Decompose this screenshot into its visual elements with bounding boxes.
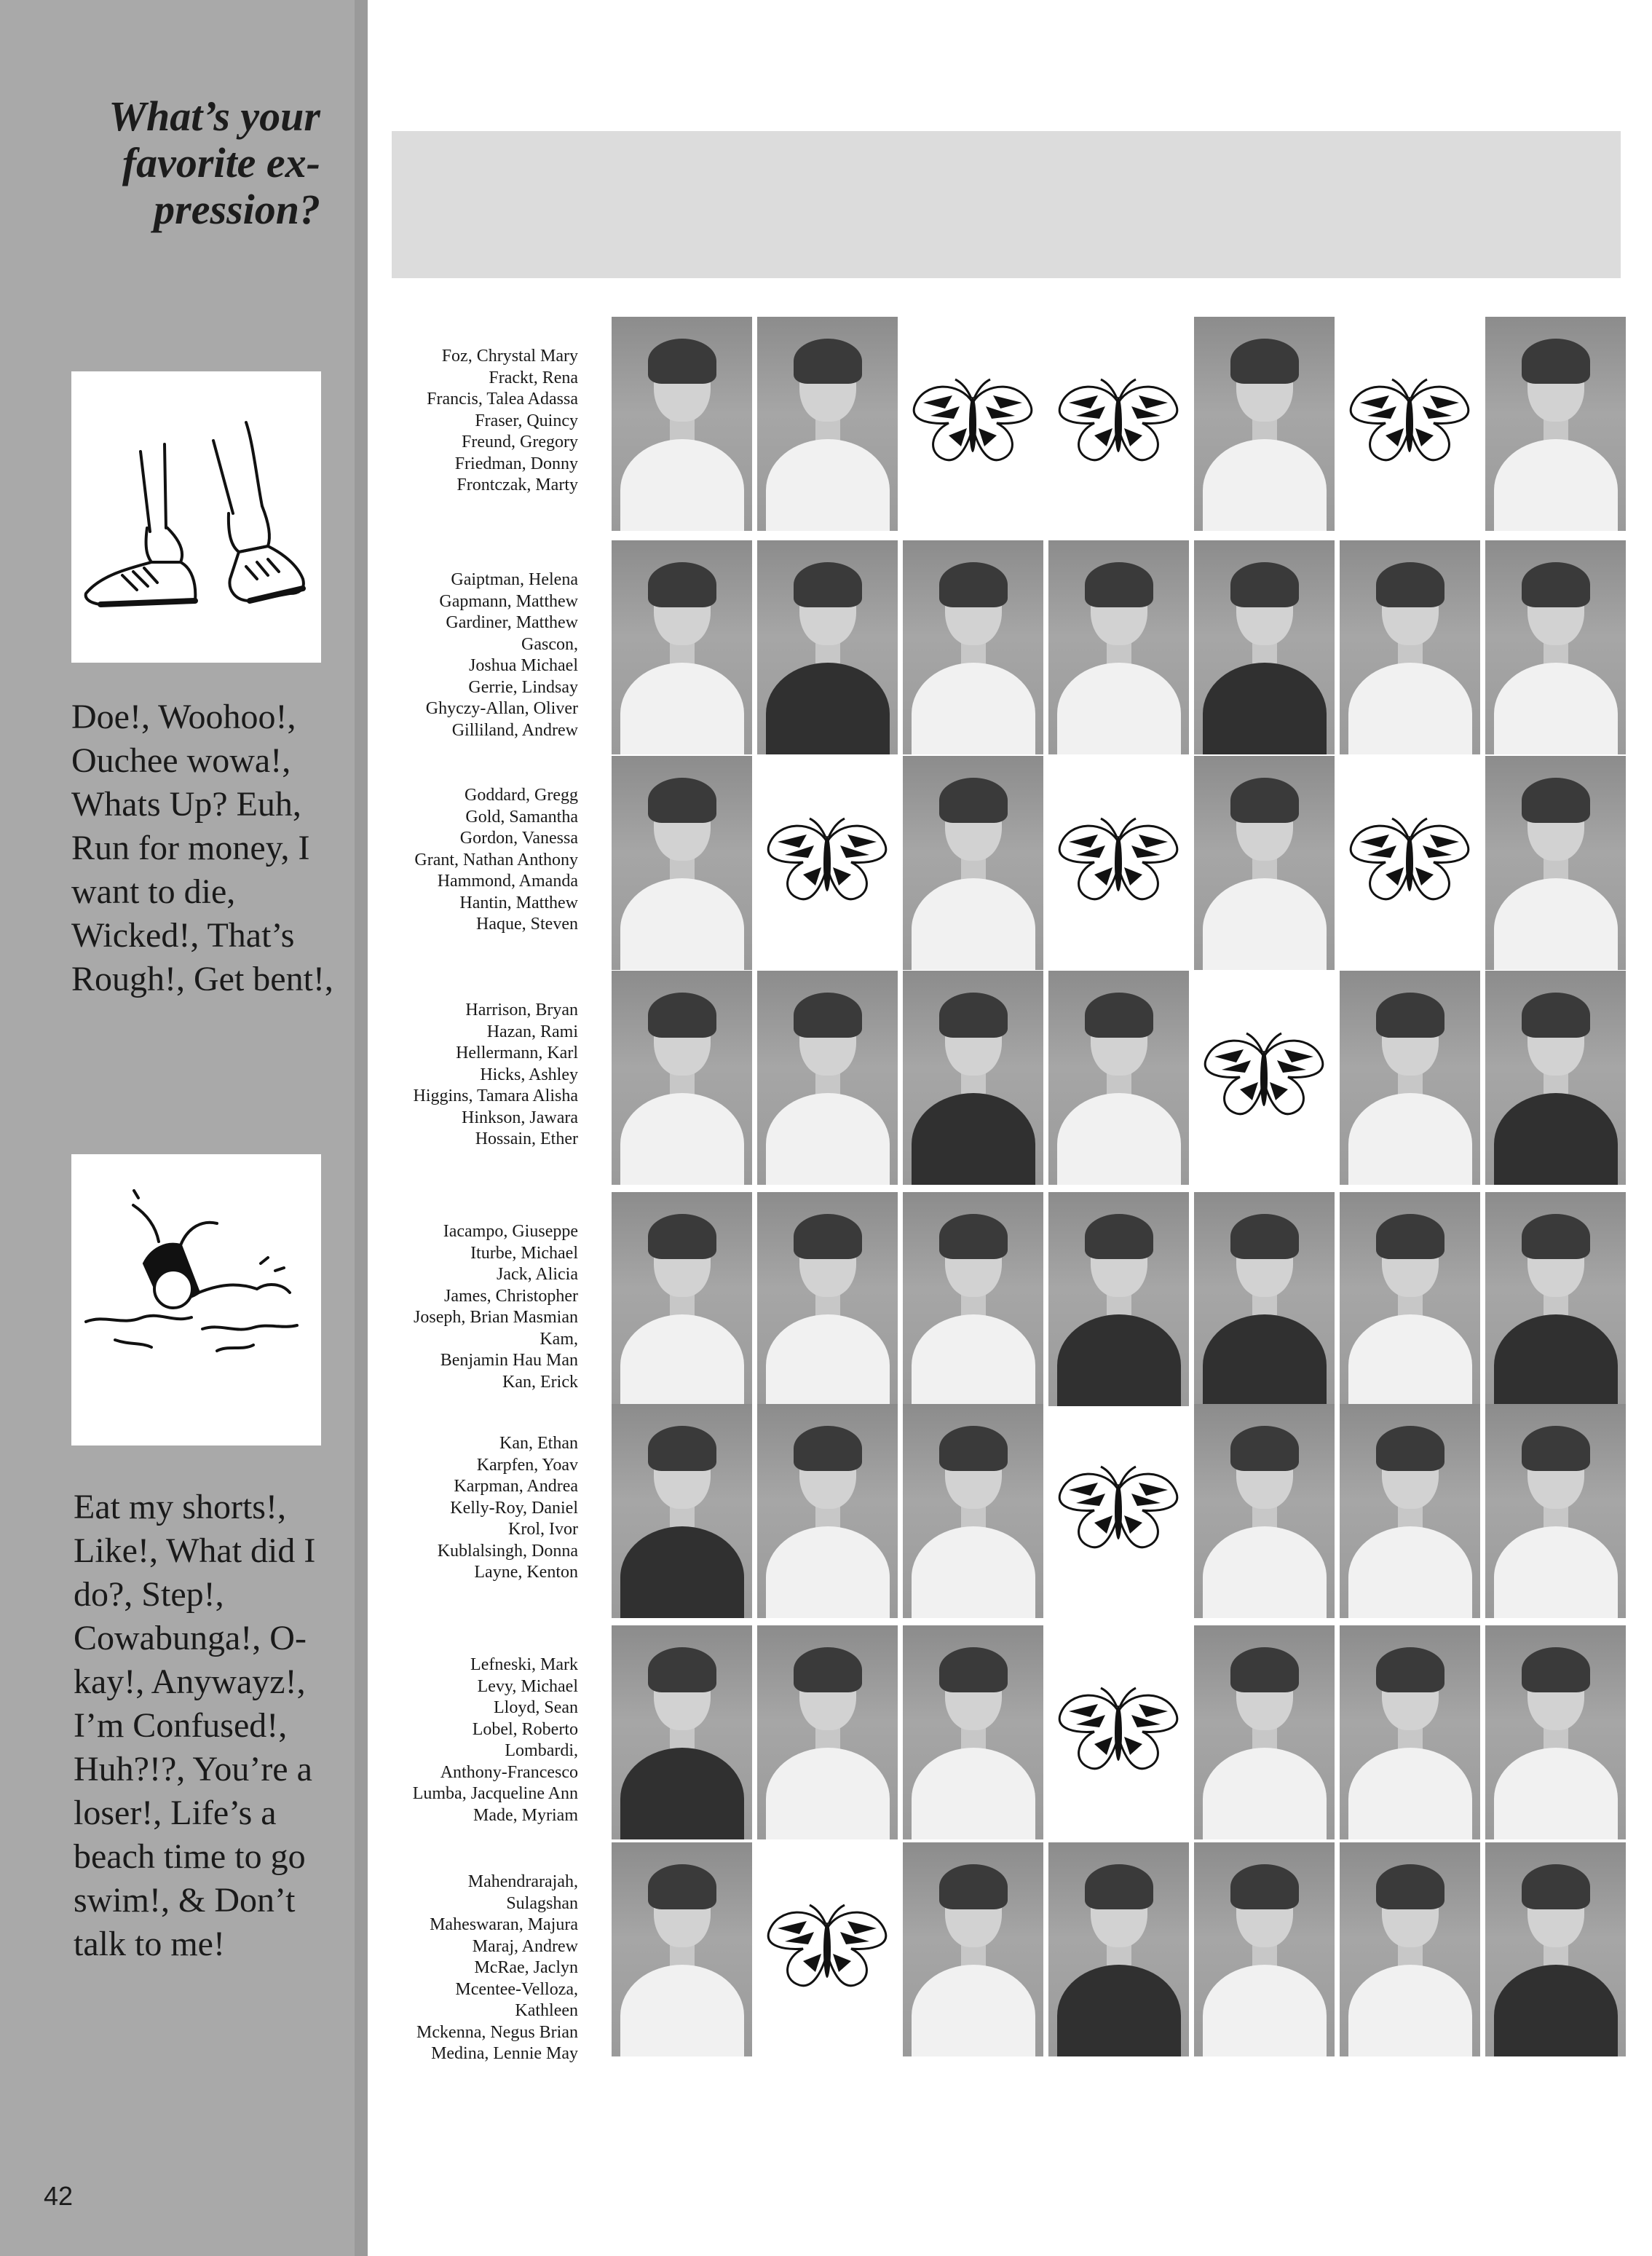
student-name: Kublalsingh, Donna <box>437 1541 578 1561</box>
student-photo <box>903 756 1043 970</box>
student-photo <box>903 1842 1043 2056</box>
photo-row <box>379 1842 1645 2063</box>
student-photo <box>1485 317 1626 531</box>
photo-row <box>379 540 1645 756</box>
student-name: Joseph, Brian Masmian <box>414 1308 578 1327</box>
student-name: Francis, Talea Adassa <box>427 390 578 409</box>
student-photo <box>612 1625 752 1839</box>
sidebar-edge <box>355 0 368 2256</box>
student-name: Mckenna, Negus Brian <box>416 2022 578 2042</box>
student-name: Gilliland, Andrew <box>451 720 578 740</box>
student-photo <box>757 1192 898 1406</box>
student-photo <box>1485 1404 1626 1618</box>
student-photo <box>903 1192 1043 1406</box>
student-name: Levy, Michael <box>477 1676 578 1696</box>
student-photo <box>1048 971 1189 1185</box>
student-name: Mahendrarajah, <box>467 1872 578 1891</box>
photo-row <box>379 756 1645 971</box>
student-photo <box>1194 1842 1335 2056</box>
photo-row <box>379 971 1645 1186</box>
student-photo <box>1485 1192 1626 1406</box>
student-photo <box>612 1404 752 1618</box>
student-photo <box>1194 540 1335 754</box>
student-names <box>379 569 578 741</box>
page-number: 42 <box>44 2181 74 2211</box>
student-photo <box>1340 1625 1480 1839</box>
student-names <box>379 346 578 497</box>
butterfly-icon <box>1194 971 1335 1185</box>
student-photo <box>757 1404 898 1618</box>
butterfly-icon <box>1340 756 1480 970</box>
student-name: McRae, Jaclyn <box>474 1958 578 1977</box>
student-photo <box>1340 1404 1480 1618</box>
student-photo <box>1048 1192 1189 1406</box>
butterfly-graphic <box>1054 1682 1182 1777</box>
student-photo <box>612 1192 752 1406</box>
butterfly-graphic <box>1345 374 1474 468</box>
student-name: Goddard, Gregg <box>465 786 578 805</box>
student-name: Krol, Ivor <box>508 1520 578 1539</box>
student-names <box>379 1872 578 2065</box>
expressions-text-2: Eat my shorts!, Like!, What did I do?, Step!, Cowabunga!, O-kay!, Anywayz!, I’m Confused!, Huh?!?, You’re a loser!, Life’s a beach time to go swim!, & Don’t talk to me! <box>74 1488 316 1963</box>
student-name: Freund, Gregory <box>462 433 578 451</box>
student-photo <box>903 1404 1043 1618</box>
student-photo <box>1194 1404 1335 1618</box>
butterfly-graphic <box>763 1899 891 1994</box>
student-name: Kathleen <box>515 2001 578 2020</box>
student-name: Kelly-Roy, Daniel <box>450 1498 578 1518</box>
student-name: Ghyczy-Allan, Oliver <box>425 699 578 718</box>
swimmer-icon <box>71 1154 321 1446</box>
student-name: Harrison, Bryan <box>465 1001 578 1019</box>
student-name: Hinkson, Jawara <box>462 1108 578 1127</box>
student-photo <box>1340 1842 1480 2056</box>
student-names <box>379 1221 578 1393</box>
butterfly-icon <box>1048 756 1189 970</box>
student-name: Friedman, Donny <box>454 454 578 473</box>
student-photo <box>1485 756 1626 970</box>
header-band <box>392 131 1621 278</box>
student-photo <box>903 540 1043 754</box>
student-name: Jack, Alicia <box>497 1265 578 1284</box>
student-name: Hantin, Matthew <box>459 893 578 912</box>
student-names <box>379 1654 578 1826</box>
student-name: Made, Myriam <box>473 1805 578 1825</box>
photo-row <box>379 1625 1645 1841</box>
student-photo <box>1048 540 1189 754</box>
student-name: Karpfen, Yoav <box>476 1455 578 1475</box>
student-photo <box>1194 1192 1335 1406</box>
student-photo <box>612 540 752 754</box>
student-name: Lumba, Jacqueline Ann <box>412 1784 578 1803</box>
student-name: Gold, Samantha <box>465 807 578 827</box>
student-name: Kan, Ethan <box>499 1434 578 1453</box>
butterfly-icon <box>757 1842 898 2056</box>
student-photo <box>1340 971 1480 1185</box>
student-name: Benjamin Hau Man <box>440 1351 578 1370</box>
student-name: Hazan, Rami <box>486 1022 578 1041</box>
student-name: Gordon, Vanessa <box>459 829 578 848</box>
student-name: Mcentee-Velloza, <box>455 1979 578 1999</box>
student-name: Kam, <box>540 1329 578 1349</box>
student-photo <box>1194 317 1335 531</box>
student-name: Gardiner, Matthew <box>446 613 578 632</box>
student-name: Hicks, Ashley <box>480 1065 578 1084</box>
butterfly-graphic <box>1054 374 1182 468</box>
student-name: Fraser, Quincy <box>475 411 578 430</box>
student-name: James, Christopher <box>444 1286 578 1306</box>
student-name: Lloyd, Sean <box>494 1698 578 1717</box>
student-name: Medina, Lennie May <box>431 2044 578 2063</box>
student-name: Hossain, Ether <box>475 1129 578 1148</box>
student-photo <box>757 317 898 531</box>
student-photo <box>1485 540 1626 754</box>
sidebar-title: What’s your favorite ex- pression? <box>108 92 320 233</box>
student-name: Lombardi, <box>505 1741 578 1760</box>
butterfly-graphic <box>1200 1028 1328 1122</box>
student-photo <box>1485 971 1626 1185</box>
student-name: Frontczak, Marty <box>457 476 578 494</box>
student-photo <box>903 1625 1043 1839</box>
student-name: Gascon, <box>521 634 578 654</box>
student-name: Foz, Chrystal Mary <box>441 347 578 366</box>
butterfly-icon <box>1340 317 1480 531</box>
photo-row <box>379 317 1645 532</box>
student-photo <box>1048 1842 1189 2056</box>
student-photo <box>757 1625 898 1839</box>
student-name: Lobel, Roberto <box>472 1719 578 1739</box>
student-photo <box>1194 1625 1335 1839</box>
student-name: Sulagshan <box>506 1893 578 1913</box>
student-name: Frackt, Rena <box>489 368 578 387</box>
student-name: Maheswaran, Majura <box>430 1915 578 1934</box>
sneakers-icon <box>71 371 321 663</box>
butterfly-graphic <box>1345 813 1474 907</box>
expressions-text-1: Doe!, Woohoo!, Ouchee wowa!, Whats Up? Euh, Run for money, I want to die, Wicked!, That’s Rough!, Get bent!, <box>71 698 333 998</box>
student-names <box>379 1433 578 1584</box>
student-name: Hammond, Amanda <box>437 872 578 891</box>
butterfly-icon <box>1048 317 1189 531</box>
student-photo <box>612 317 752 531</box>
student-name: Maraj, Andrew <box>472 1936 578 1956</box>
student-photo <box>1340 1192 1480 1406</box>
student-photo <box>903 971 1043 1185</box>
student-names <box>379 1000 578 1151</box>
butterfly-graphic <box>763 813 891 907</box>
student-name: Layne, Kenton <box>474 1563 578 1582</box>
student-name: Haque, Steven <box>476 915 578 934</box>
butterfly-icon <box>757 756 898 970</box>
student-photo <box>1485 1842 1626 2056</box>
student-photo <box>757 540 898 754</box>
student-photo <box>612 756 752 970</box>
student-name: Higgins, Tamara Alisha <box>413 1086 578 1105</box>
butterfly-icon <box>1048 1404 1189 1618</box>
butterfly-icon <box>1048 1625 1189 1839</box>
butterfly-graphic <box>1054 1461 1182 1555</box>
student-name: Grant, Nathan Anthony <box>414 850 578 869</box>
sidebar <box>0 0 368 2256</box>
student-name: Iacampo, Giuseppe <box>443 1222 578 1241</box>
student-name: Lefneski, Mark <box>470 1655 578 1674</box>
sneakers-illustration <box>71 371 321 663</box>
student-name: Iturbe, Michael <box>470 1243 578 1263</box>
student-photo <box>612 971 752 1185</box>
student-name: Kan, Erick <box>502 1372 578 1392</box>
photo-row <box>379 1192 1645 1408</box>
student-name: Joshua Michael <box>469 656 578 675</box>
butterfly-icon <box>903 317 1043 531</box>
student-photo <box>757 971 898 1185</box>
student-names <box>379 785 578 936</box>
student-photo <box>1340 540 1480 754</box>
student-name: Anthony-Francesco <box>440 1762 578 1782</box>
student-photo <box>1485 1625 1626 1839</box>
butterfly-graphic <box>909 374 1037 468</box>
student-name: Gerrie, Lindsay <box>468 677 578 697</box>
swimmer-illustration <box>71 1154 321 1446</box>
photo-row <box>379 1404 1645 1620</box>
student-photo <box>1194 756 1335 970</box>
student-name: Gapmann, Matthew <box>439 591 578 611</box>
butterfly-graphic <box>1054 813 1182 907</box>
student-name: Karpman, Andrea <box>454 1477 578 1496</box>
student-name: Hellermann, Karl <box>456 1044 578 1062</box>
student-photo <box>612 1842 752 2056</box>
student-name: Gaiptman, Helena <box>451 570 578 589</box>
